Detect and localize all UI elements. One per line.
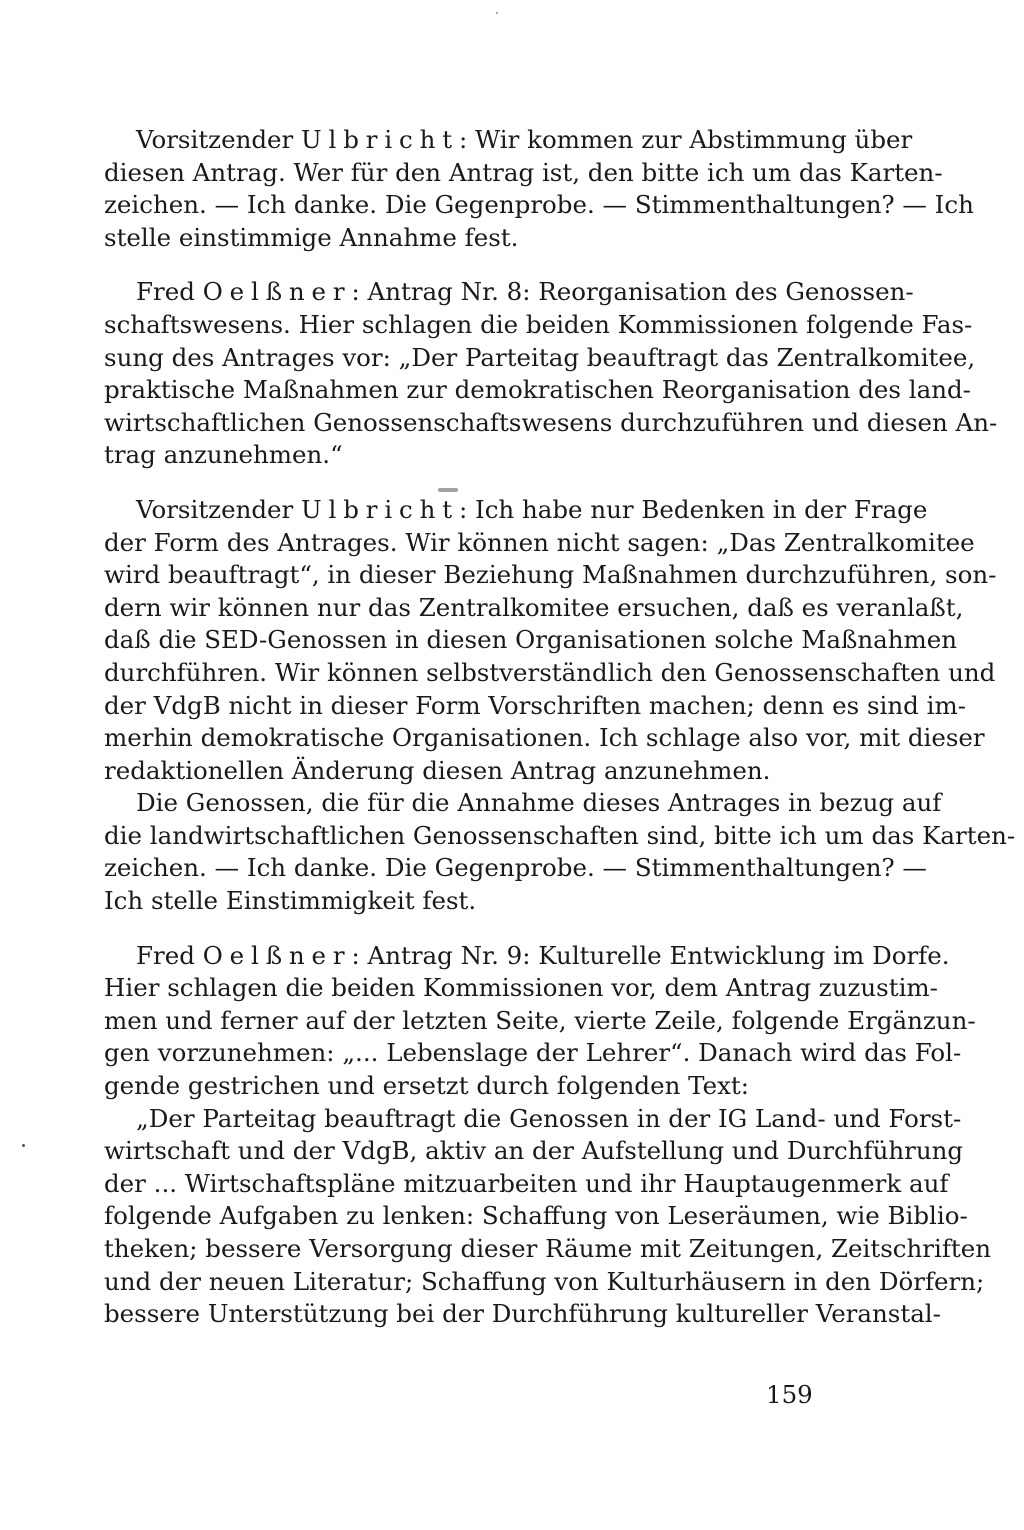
text-line: Hier schlagen die beiden Kommissionen vor, dem Antrag zuzustim- [104, 973, 938, 1003]
line-remainder: : Antrag Nr. 9: Kulturelle Entwicklung im Dorfe. [351, 940, 950, 970]
text-line: wirtschaftlichen Genossenschaftswesens durchzuführen und diesen An- [104, 407, 998, 437]
text-line: der VdgB nicht in dieser Form Vorschriften machen; denn es sind im- [104, 690, 966, 720]
text-line: Die Genossen, die für die Annahme dieses Antrages in bezug auf [136, 788, 942, 818]
text-line: der ... Wirtschaftspläne mitzuarbeiten und ihr Hauptaugenmerk auf [104, 1168, 949, 1198]
text-line: wird beauftragt“, in dieser Beziehung Maßnahmen durchzuführen, son- [104, 560, 997, 590]
text-line [104, 940, 950, 973]
body-text [104, 124, 1016, 1331]
text-line: durchführen. Wir können selbstverständlich den Genossenschaften und [104, 657, 996, 687]
speaker-name: Oelßner [202, 940, 352, 970]
text-line [104, 276, 914, 309]
line-remainder: : Wir kommen zur Abstimmung über [458, 125, 913, 154]
speaker-name: Oelßner [202, 277, 352, 307]
line-remainder: : Antrag Nr. 8: Reorganisation des Genossen- [351, 277, 914, 307]
line-remainder: : Ich habe nur Bedenken in der Frage [458, 494, 928, 524]
text-line: „Der Parteitag beauftragt die Genossen in der IG Land- und Forst- [136, 1103, 962, 1133]
paragraph-gap [104, 254, 860, 276]
text-line [104, 124, 913, 157]
paragraph [104, 276, 998, 472]
speaker-name: Ulbricht [301, 494, 459, 524]
text-line: gen vorzunehmen: „... Lebenslage der Lehrer“. Danach wird das Fol- [104, 1038, 962, 1068]
line-prefix: Fred [136, 940, 203, 970]
text-line: zeichen. — Ich danke. Die Gegenprobe. — Stimmenthaltungen? — [104, 853, 927, 883]
section-divider-mark [438, 488, 458, 492]
paragraph [104, 494, 1016, 918]
text-line: theken; bessere Versorgung dieser Räume mit Zeitungen, Zeitschriften [104, 1234, 992, 1263]
speaker-name: Ulbricht [301, 125, 459, 154]
line-prefix: Vorsitzender [136, 494, 302, 524]
text-line: men und ferner auf der letzten Seite, vierte Zeile, folgende Ergänzun- [104, 1005, 976, 1035]
scan-speck [22, 1144, 25, 1147]
text-line: wirtschaft und der VdgB, aktiv an der Aufstellung und Durchführung [104, 1136, 964, 1166]
text-line: folgende Aufgaben zu lenken: Schaffung von Leseräumen, wie Biblio- [104, 1201, 968, 1231]
scan-speck [496, 12, 498, 14]
text-line: zeichen. — Ich danke. Die Gegenprobe. — Stimmenthaltungen? — Ich [104, 190, 974, 220]
page-number: 159 [766, 1380, 813, 1409]
paragraph-gap [104, 472, 860, 494]
paragraph-gap [104, 918, 860, 940]
text-line: gende gestrichen und ersetzt durch folgenden Text: [104, 1071, 750, 1101]
paragraph [104, 940, 992, 1331]
text-line [104, 494, 928, 527]
paragraph [104, 124, 974, 254]
text-line: und der neuen Literatur; Schaffung von Kulturhäusern in den Dörfern; [104, 1266, 985, 1296]
text-line: diesen Antrag. Wer für den Antrag ist, den bitte ich um das Karten- [104, 157, 943, 187]
text-line: merhin demokratische Organisationen. Ich schlage also vor, mit dieser [104, 723, 985, 753]
text-line: schaftswesens. Hier schlagen die beiden Kommissionen folgende Fas- [104, 309, 973, 339]
line-prefix: Fred [136, 277, 203, 307]
line-prefix: Vorsitzender [136, 125, 302, 154]
text-line: sung des Antrages vor: „Der Parteitag beauftragt das Zentralkomitee, [104, 342, 976, 372]
text-line: redaktionellen Änderung diesen Antrag anzunehmen. [104, 755, 771, 785]
text-line: dern wir können nur das Zentralkomitee ersuchen, daß es veranlaßt, [104, 592, 964, 622]
text-line: bessere Unterstützung bei der Durchführung kultureller Veranstal- [104, 1299, 941, 1329]
text-line: daß die SED-Genossen in diesen Organisationen solche Maßnahmen [104, 625, 958, 655]
text-line: der Form des Antrages. Wir können nicht sagen: „Das Zentralkomitee [104, 527, 975, 557]
text-line: stelle einstimmige Annahme fest. [104, 222, 519, 252]
text-line: Ich stelle Einstimmigkeit fest. [104, 886, 477, 916]
text-line: praktische Maßnahmen zur demokratischen Reorganisation des land- [104, 375, 971, 405]
text-line: die landwirtschaftlichen Genossenschaften sind, bitte ich um das Karten- [104, 820, 1016, 850]
text-line: trag anzunehmen.“ [104, 440, 343, 470]
